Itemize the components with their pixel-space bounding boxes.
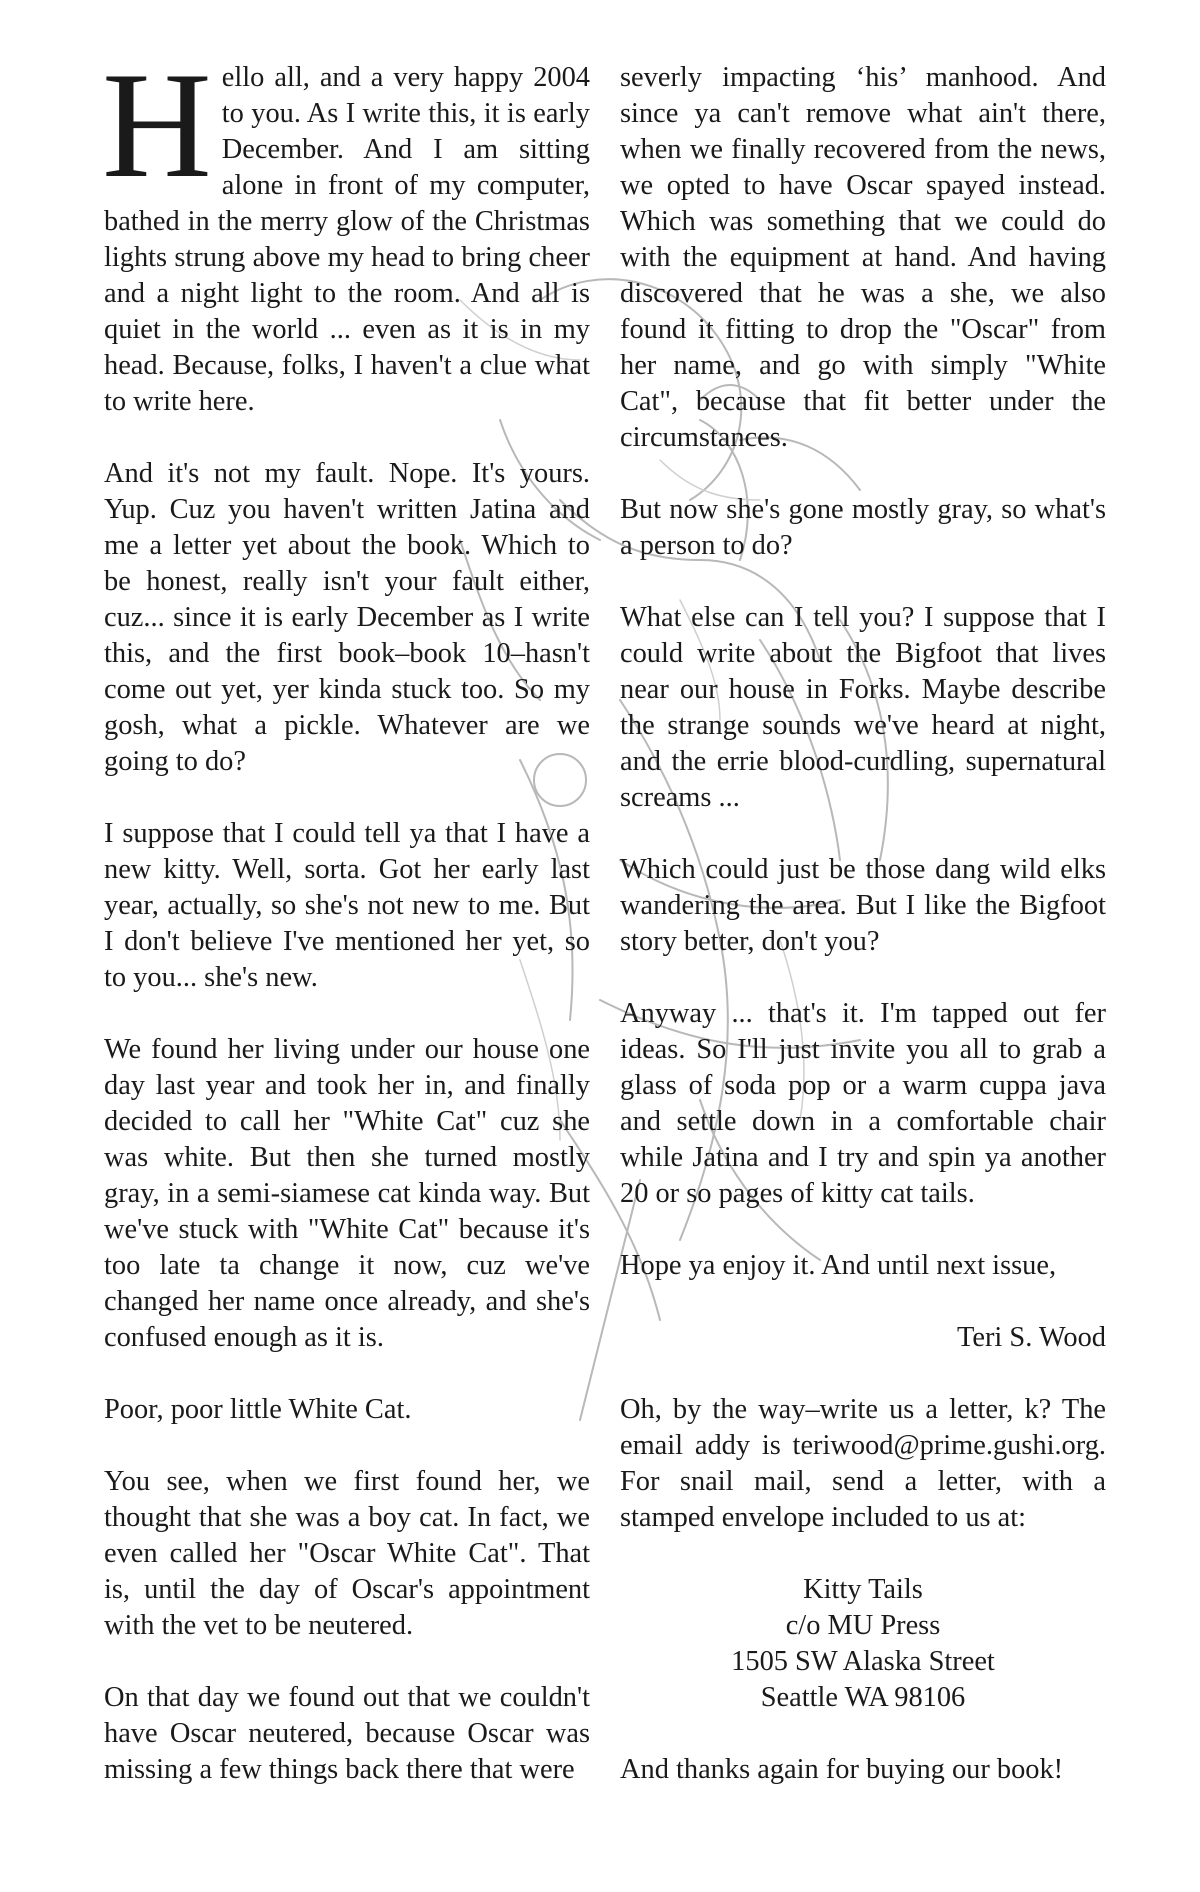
letter-paragraph: Anyway ... that's it. I'm tapped out fer ideas. So I'll just invite you all to grab a glass of soda pop or a warm cuppa java and settle down in a comfortable chair while Jatina and I try and spin ya another 20 or so pages of kitty cat tails. xyxy=(620,998,1106,1209)
letter-paragraph-opening xyxy=(102,41,590,420)
letter-paragraph: You see, when we first found her, we thought that she was a boy cat. In fact, we even called her "Oscar White Cat". That is, until the day of Oscar's appointment with the vet to be neutered. xyxy=(104,1466,590,1641)
drop-cap-letter: H xyxy=(102,41,212,209)
letter-paragraph: On that day we found out that we couldn't have Oscar neutered, because Oscar was missing a few things back there that were xyxy=(104,1682,590,1785)
letter-paragraph: severly impacting ‘his’ manhood. And since ya can't remove what ain't there, when we finally recovered from the news, we opted to have Oscar spayed instead. Which was something that we could do with the equipment at hand. And having discovered that he was a she, we also found it fitting to drop the "Oscar" from her name, and go with simply "White Cat", because that fit better under the circumstances. xyxy=(620,62,1106,453)
letter-paragraph: Poor, poor little White Cat. xyxy=(104,1394,412,1425)
letter-paragraph: Hope ya enjoy it. And until next issue, xyxy=(620,1250,1057,1281)
postscript-paragraph: Oh, by the way–write us a letter, k? The email addy is teriwood@prime.gushi.org. For snail mail, send a letter, with a stamped envelope included to us at: xyxy=(620,1394,1106,1533)
opening-paragraph-text: ello all, and a very happy 2004 to you. As I write this, it is early December. And I am sitting alone in front of my computer, bathed in the merry glow of the Christmas lights strung above my head to bring cheer and a night light to the room. And all is quiet in the world ... even as it is in my head. Because, folks, I haven't a clue what to write here. xyxy=(104,62,590,417)
signature: Teri S. Wood xyxy=(957,1322,1106,1353)
letter-paragraph: And it's not my fault. Nope. It's yours. Yup. Cuz you haven't written Jatina and me a letter yet about the book. Which to be honest, really isn't your fault either, cuz... since it is early December as I write this, and the first book–book 10–hasn't come out yet, yer kinda stuck too. So my gosh, what a pickle. Whatever are we going to do? xyxy=(104,458,590,777)
address-line: 1505 SW Alaska Street xyxy=(731,1646,995,1677)
letter-paragraph: Which could just be those dang wild elks wandering the area. But I like the Bigfoot story better, don't you? xyxy=(620,854,1106,957)
address-line: Seattle WA 98106 xyxy=(760,1682,966,1713)
letter-paragraph: But now she's gone mostly gray, so what's a person to do? xyxy=(620,494,1106,561)
letter-paragraph: I suppose that I could tell ya that I have a new kitty. Well, sorta. Got her early last year, actually, so she's not new to me. But I don't believe I've mentioned her yet, so to you... she's new. xyxy=(104,818,590,993)
closing-line: And thanks again for buying our book! xyxy=(620,1754,1064,1785)
right-column xyxy=(620,60,1106,1824)
letter-paragraph: What else can I tell you? I suppose that I could write about the Bigfoot that lives near our house in Forks. Maybe describe the strange sounds we've heard at night, and the errie blood-curdling, supernatural screams ... xyxy=(620,602,1106,813)
address-line: c/o MU Press xyxy=(785,1610,941,1641)
left-column xyxy=(102,41,590,1824)
address-line: Kitty Tails xyxy=(803,1574,923,1605)
letter-paragraph: We found her living under our house one day last year and took her in, and finally decided to call her "White Cat" cuz she was white. But then she turned mostly gray, in a semi-siamese cat kinda way. But we've stuck with "White Cat" because it's too late ta change it now, cuz we've changed her name once already, and she's confused enough as it is. xyxy=(104,1034,590,1353)
mailing-address xyxy=(620,1572,1106,1716)
